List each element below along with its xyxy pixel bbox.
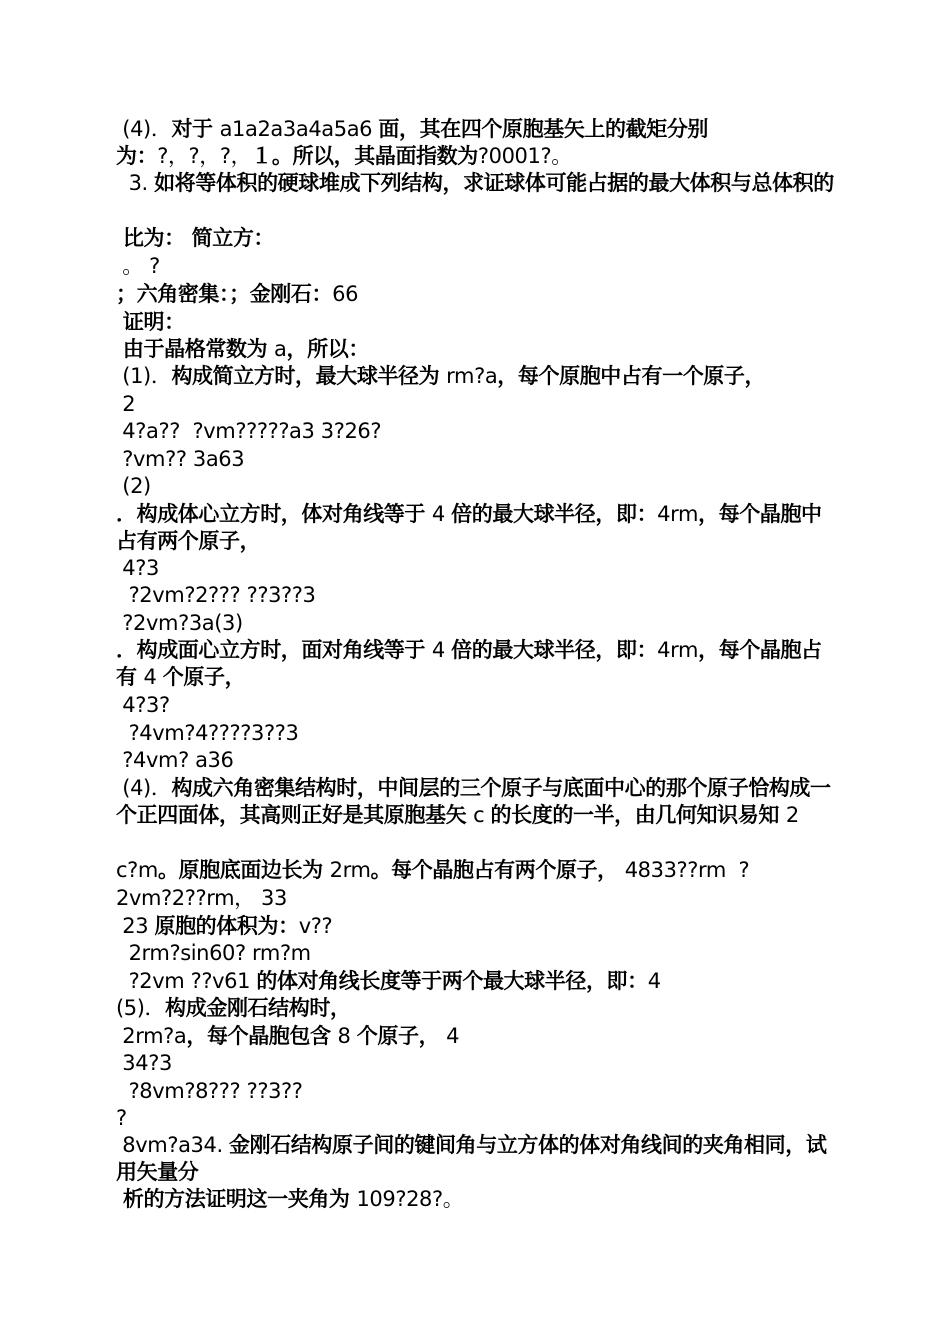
- text-line: [116, 582, 836, 609]
- text-segment: 构成简立方时，最大球半径为: [171, 364, 447, 388]
- text-segment: 原胞的体积为：: [154, 914, 299, 938]
- text-segment: ，每个晶胞占有: [116, 638, 822, 689]
- text-segment: ，每个晶胞中占有两个原子，: [116, 502, 822, 553]
- text-segment: 由于晶格常数为: [116, 337, 275, 361]
- text-line: [116, 1050, 836, 1077]
- text-segment: ?4vm? a36: [116, 748, 234, 772]
- text-line: [116, 885, 836, 912]
- text-segment: 2rm?sin60? rm?m: [116, 941, 311, 965]
- text-segment: (5)．: [116, 996, 166, 1020]
- text-line: [116, 555, 836, 582]
- text-line: [116, 336, 836, 363]
- text-segment: 。每个晶胞占有两个原子，: [370, 858, 625, 882]
- text-line: [116, 143, 836, 170]
- text-line: [116, 446, 836, 473]
- text-segment: ，每个晶胞包含: [186, 1024, 338, 1048]
- text-segment: 4?3?: [116, 693, 170, 717]
- text-segment: (1)．: [116, 364, 172, 388]
- text-segment: 4: [143, 665, 163, 689]
- text-segment: 比为： 简立方：: [116, 226, 275, 250]
- text-line: [116, 968, 836, 995]
- text-line: [116, 501, 836, 555]
- text-line: [116, 1186, 836, 1213]
- text-line: [116, 692, 836, 719]
- text-segment: 如将等体积的硬球堆成下列结构，求证球体可能占据的最大体积与总体积的: [154, 171, 834, 195]
- text-segment: ?8vm?8??? ??3??: [116, 1079, 303, 1103]
- text-segment: rm?a: [446, 364, 498, 388]
- text-segment: 金刚石结构原子间的键间角与立方体的体对角线间的夹角相同，试用矢量分: [116, 1133, 827, 1184]
- text-segment: 2: [116, 392, 136, 416]
- text-line: [116, 857, 836, 884]
- text-line: [116, 309, 836, 336]
- text-line: [116, 363, 836, 390]
- text-segment: ，所以：: [286, 337, 369, 361]
- text-segment: 4: [431, 502, 452, 526]
- text-line: [116, 418, 836, 445]
- text-segment: 面，其在四个原胞基矢上的截矩分别: [378, 117, 709, 141]
- text-segment: 2vm?2??rm， 33: [116, 886, 287, 910]
- text-line: [116, 253, 836, 280]
- text-segment: ?4vm?4????3??3: [116, 721, 299, 745]
- text-segment: ；六角密集：；金刚石：: [116, 282, 333, 306]
- text-segment: ，每个原胞中占有一个原子，: [497, 364, 766, 388]
- text-line: [116, 281, 836, 308]
- text-segment: 4: [431, 638, 452, 662]
- text-segment: 34?3: [116, 1051, 172, 1075]
- text-segment: (4)．: [116, 776, 172, 800]
- text-segment: 构成六角密集结构时，中间层的三个原子与底面中心的那个原子恰构成一个正四面体，其高则正好是其原胞基矢: [116, 776, 831, 827]
- text-line: [116, 473, 836, 500]
- text-segment: 4: [647, 969, 661, 993]
- text-segment: 23: [116, 914, 155, 938]
- text-segment: 4rm: [657, 502, 699, 526]
- text-line: [116, 225, 836, 252]
- text-segment: 个原子，: [162, 665, 246, 689]
- text-segment: 的体对角线长度等于两个最大球半径，即：: [256, 969, 648, 993]
- text-segment: ?0001?。: [477, 144, 572, 168]
- text-segment: 8vm?a34.: [116, 1133, 230, 1157]
- text-segment: 对于: [171, 117, 220, 141]
- text-line: [116, 1023, 836, 1050]
- text-line: [116, 995, 836, 1022]
- text-segment: a1a2a3a4a5a6: [219, 117, 379, 141]
- text-segment: 。 ?: [116, 254, 160, 278]
- text-segment: 。原胞底面边长为: [157, 858, 330, 882]
- text-segment: ．构成面心立方时，面对角线等于: [116, 638, 432, 662]
- text-segment: 为：: [116, 144, 158, 168]
- text-segment: c: [473, 803, 491, 827]
- text-line: [116, 116, 836, 143]
- text-line: [116, 913, 836, 940]
- text-line: [116, 775, 836, 829]
- text-segment: 4833??rm ?: [624, 858, 750, 882]
- text-line: [116, 170, 836, 197]
- text-segment: 4?a?? ?vm?????a3 3?26?: [116, 419, 382, 443]
- text-segment: 4: [446, 1024, 460, 1048]
- text-line: [116, 1105, 836, 1132]
- text-segment: 2rm: [329, 858, 371, 882]
- text-segment: 3.: [116, 171, 155, 195]
- text-line: [116, 1132, 836, 1186]
- text-segment: 66: [332, 282, 359, 306]
- text-segment: 2rm?a: [116, 1024, 187, 1048]
- text-segment: 析的方法证明这一夹角为: [116, 1187, 357, 1211]
- text-line: [116, 940, 836, 967]
- text-line: [116, 610, 836, 637]
- text-segment: ?2vm?2??? ??3??3: [116, 583, 316, 607]
- text-segment: 倍的最大球半径，即：: [451, 638, 658, 662]
- text-segment: 4?3: [116, 556, 159, 580]
- text-segment: 8: [337, 1024, 357, 1048]
- text-segment: ．构成体心立方时，体对角线等于: [116, 502, 432, 526]
- text-segment: 构成金刚石结构时，: [165, 996, 351, 1020]
- text-segment: １: [251, 144, 272, 168]
- text-segment: ?: [116, 1106, 127, 1130]
- text-segment: 的长度的一半，由几何知识易知: [490, 803, 786, 827]
- text-segment: ?，?，?，: [157, 144, 252, 168]
- text-line: [116, 391, 836, 418]
- text-segment: 倍的最大球半径，即：: [451, 502, 658, 526]
- text-segment: v??: [298, 914, 333, 938]
- text-segment: ?2vm?3a(3): [116, 611, 243, 635]
- text-segment: 4rm: [657, 638, 699, 662]
- text-segment: 2: [785, 803, 799, 827]
- text-segment: c?m: [116, 858, 158, 882]
- text-segment: a: [274, 337, 287, 361]
- text-segment: ?vm?? 3a63: [116, 447, 245, 471]
- text-line: [116, 747, 836, 774]
- text-segment: 109?28?。: [356, 1187, 464, 1211]
- text-line: [116, 637, 836, 691]
- text-line: [116, 720, 836, 747]
- text-segment: 个原子，: [356, 1024, 447, 1048]
- text-segment: (4)．: [116, 117, 172, 141]
- text-segment: (2): [116, 474, 151, 498]
- text-segment: ?2vm ??v61: [116, 969, 257, 993]
- text-line: [116, 1078, 836, 1105]
- text-segment: 证明：: [116, 310, 185, 334]
- text-segment: 。所以，其晶面指数为: [271, 144, 478, 168]
